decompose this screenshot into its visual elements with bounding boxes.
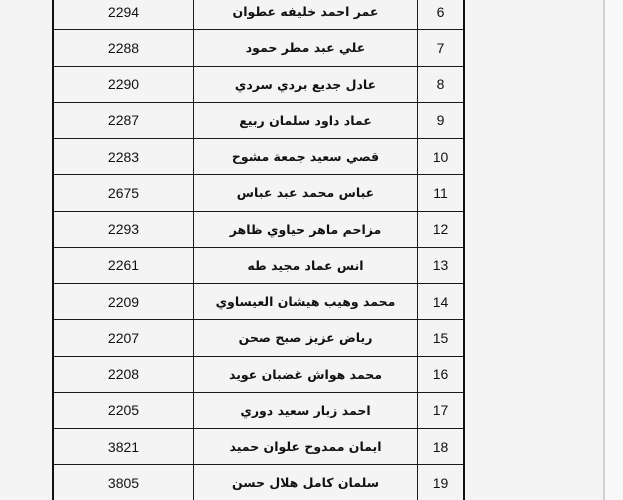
code-cell: 2287	[54, 103, 194, 138]
number-cell: 17	[432, 402, 449, 419]
table-row	[54, 284, 463, 320]
table-row	[54, 429, 463, 465]
code-cell: 2207	[54, 320, 194, 355]
code-cell: 3805	[54, 465, 194, 500]
code-cell: 3821	[54, 429, 194, 464]
number-cell: 12	[432, 221, 449, 238]
name-cell: سلمان كامل هلال حسن	[194, 465, 418, 500]
table-row	[54, 103, 463, 139]
names-table	[52, 0, 465, 500]
name-cell: عماد داود سلمان ربيع	[194, 103, 418, 138]
table-row	[54, 67, 463, 103]
name-cell: احمد زبار سعيد دوري	[194, 393, 418, 428]
number-cell: 13	[432, 257, 449, 274]
number-cell: 16	[432, 366, 449, 383]
table-row	[54, 465, 463, 500]
table-row	[54, 248, 463, 284]
page-edge	[603, 0, 623, 500]
number-cell: 19	[432, 474, 449, 491]
number-cell: 9	[436, 112, 445, 129]
number-cell: 11	[433, 184, 448, 201]
number-cell: 8	[436, 76, 445, 93]
code-cell: 2675	[54, 175, 194, 210]
table-row	[54, 139, 463, 175]
table-row	[54, 393, 463, 429]
code-cell: 2208	[54, 357, 194, 392]
table-row	[54, 175, 463, 211]
code-cell: 2290	[54, 67, 194, 102]
name-cell: مزاحم ماهر حياوي ظاهر	[194, 212, 418, 247]
name-cell: محمد هواش غضبان عويد	[194, 357, 418, 392]
number-cell: 6	[436, 3, 445, 20]
name-cell: رياض عزيز صبح صحن	[194, 320, 418, 355]
code-cell: 2288	[54, 30, 194, 65]
number-cell: 15	[432, 329, 449, 346]
number-cell: 14	[432, 293, 449, 310]
table-row	[54, 30, 463, 66]
name-cell: انس عماد مجيد طه	[194, 248, 418, 283]
name-cell: محمد وهيب هيشان العيساوي	[194, 284, 418, 319]
table-row	[54, 357, 463, 393]
name-cell: عباس محمد عبد عباس	[194, 175, 418, 210]
number-cell: 18	[432, 438, 449, 455]
code-cell: 2293	[54, 212, 194, 247]
number-cell: 10	[432, 148, 449, 165]
code-cell: 2261	[54, 248, 194, 283]
name-cell: عمر احمد خليفه عطوان	[194, 0, 418, 29]
code-cell: 2205	[54, 393, 194, 428]
table-row	[54, 212, 463, 248]
name-cell: قصي سعيد جمعة مشوح	[194, 139, 418, 174]
code-cell: 2294	[54, 0, 194, 29]
table-row	[54, 0, 463, 30]
name-cell: ايمان ممدوح علوان حميد	[194, 429, 418, 464]
table-row	[54, 320, 463, 356]
code-cell: 2283	[54, 139, 194, 174]
number-cell: 7	[436, 39, 445, 56]
name-cell: عادل جديع بردي سردي	[194, 67, 418, 102]
name-cell: علي عبد مطر حمود	[194, 30, 418, 65]
code-cell: 2209	[54, 284, 194, 319]
